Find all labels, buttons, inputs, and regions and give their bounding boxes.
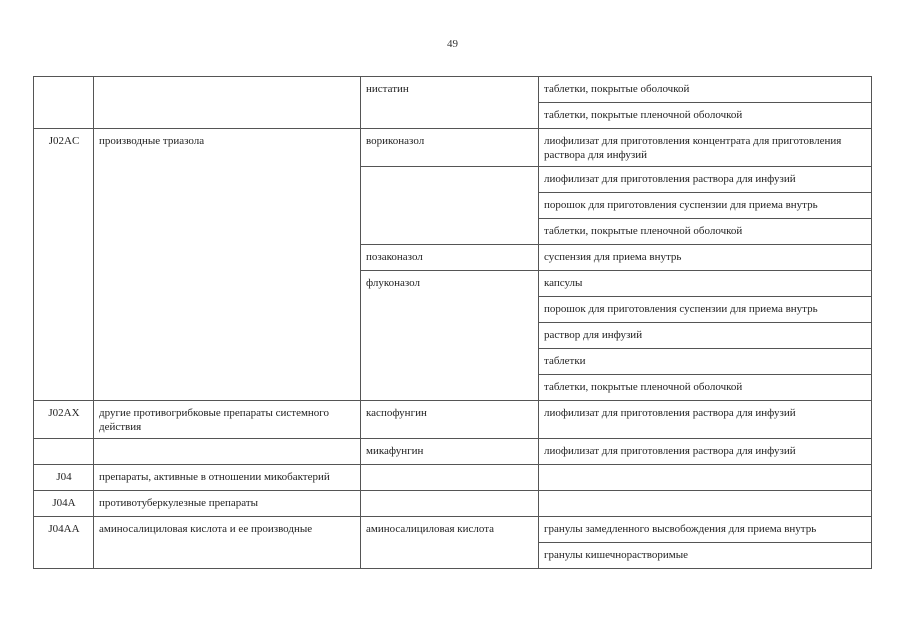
group-cell — [94, 439, 361, 465]
page-number: 49 — [447, 38, 458, 50]
table-row — [34, 401, 872, 439]
inn-cell: аминосалициловая кислота — [361, 517, 539, 569]
inn-cell: каспофунгин — [361, 401, 539, 439]
dosage-form-cell: таблетки — [539, 349, 872, 375]
group-cell: другие противогрибковые препараты системного действия — [94, 401, 361, 439]
dosage-form-cell: таблетки, покрытые пленочной оболочкой — [539, 103, 872, 129]
dosage-form-cell: таблетки, покрытые пленочной оболочкой — [539, 375, 872, 401]
group-cell: аминосалициловая кислота и ее производные — [94, 517, 361, 569]
table-row — [34, 465, 872, 491]
dosage-form-cell: лиофилизат для приготовления раствора для инфузий — [539, 401, 872, 439]
group-cell: производные триазола — [94, 129, 361, 401]
atc-code-cell — [34, 439, 94, 465]
dosage-form-cell: порошок для приготовления суспензии для приема внутрь — [539, 193, 872, 219]
atc-code-cell: J04AA — [34, 517, 94, 569]
group-cell: противотуберкулезные препараты — [94, 491, 361, 517]
dosage-form-cell: капсулы — [539, 271, 872, 297]
group-cell — [94, 77, 361, 129]
dosage-form-cell: раствор для инфузий — [539, 323, 872, 349]
drug-table — [33, 76, 872, 569]
inn-cell: флуконазол — [361, 271, 539, 401]
inn-cell — [361, 167, 539, 245]
atc-code-cell: J04A — [34, 491, 94, 517]
table-row — [34, 77, 872, 103]
table-row — [34, 439, 872, 465]
dosage-form-cell: суспензия для приема внутрь — [539, 245, 872, 271]
dosage-form-cell: гранулы кишечнорастворимые — [539, 543, 872, 569]
dosage-form-cell — [539, 465, 872, 491]
dosage-form-cell: гранулы замедленного высвобождения для приема внутрь — [539, 517, 872, 543]
dosage-form-cell: лиофилизат для приготовления концентрата для приготовления раствора для инфузий — [539, 129, 872, 167]
inn-cell: позаконазол — [361, 245, 539, 271]
atc-code-cell: J04 — [34, 465, 94, 491]
table-row — [34, 491, 872, 517]
table-row — [34, 517, 872, 543]
group-cell: препараты, активные в отношении микобактерий — [94, 465, 361, 491]
dosage-form-cell: таблетки, покрытые пленочной оболочкой — [539, 219, 872, 245]
dosage-form-cell: лиофилизат для приготовления раствора для инфузий — [539, 167, 872, 193]
dosage-form-cell: лиофилизат для приготовления раствора для инфузий — [539, 439, 872, 465]
atc-code-cell — [34, 77, 94, 129]
inn-cell: микафунгин — [361, 439, 539, 465]
atc-code-cell: J02AX — [34, 401, 94, 439]
dosage-form-cell — [539, 491, 872, 517]
inn-cell: нистатин — [361, 77, 539, 129]
inn-cell — [361, 491, 539, 517]
dosage-form-cell: таблетки, покрытые оболочкой — [539, 77, 872, 103]
atc-code-cell: J02AC — [34, 129, 94, 401]
table-row — [34, 129, 872, 167]
inn-cell — [361, 465, 539, 491]
inn-cell: вориконазол — [361, 129, 539, 167]
dosage-form-cell: порошок для приготовления суспензии для приема внутрь — [539, 297, 872, 323]
